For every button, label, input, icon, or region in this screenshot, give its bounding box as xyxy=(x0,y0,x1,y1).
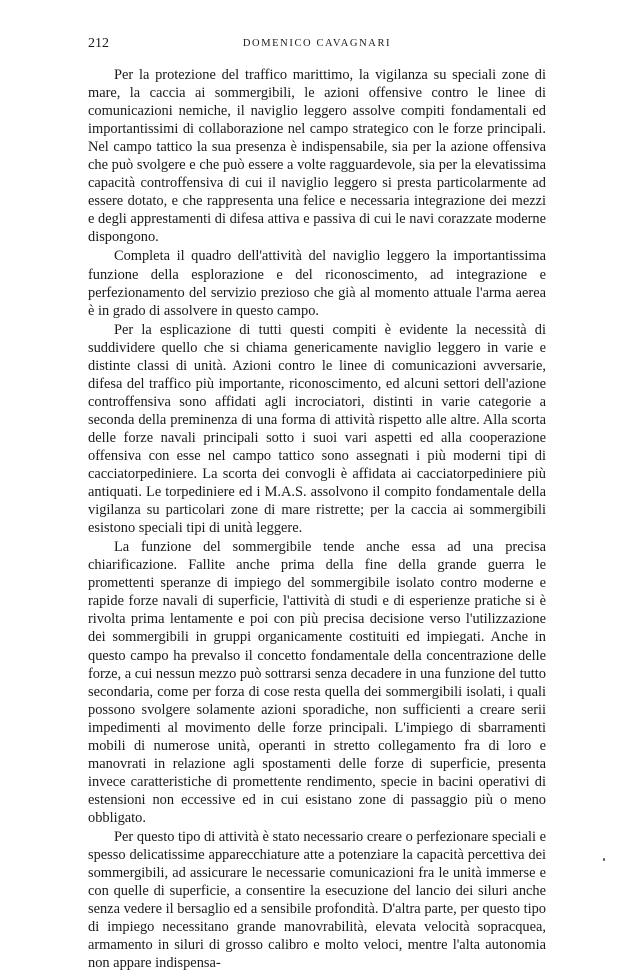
running-head xyxy=(88,36,546,54)
running-title: DOMENICO CAVAGNARI xyxy=(242,38,392,49)
paragraph: Per la esplicazione di tutti questi compiti è evidente la necessità di suddividere quello che si chiama genericamente naviglio leggero in varie e distinte classi di unità. Azioni contro le linee di comunicazioni avversarie, difesa del traffico più importante, riconoscimento, ed alcuni settori dell'azione controffensiva sono affidati agli incrociatori, distinti in varie categorie a seconda della preminenza di una forma di attività rispetto alle altre. Alla scorta delle forze navali principali sotto i suoi vari aspetti ed alla cooperazione offensiva con esse nel campo tattico sono assegnati i più moderni tipi di cacciatorpediniere. La scorta dei convogli è affidata ai cacciatorpediniere più antiquati. Le torpediniere ed i M.A.S. assolvono il compito fondamentale della vigilanza su particolari zone di mare ristrette; per la caccia ai sommergibili esistono speciali tipi di unità leggere. xyxy=(88,321,546,537)
page-number: 212 xyxy=(88,36,109,51)
book-page xyxy=(88,36,546,972)
body-text xyxy=(88,66,546,972)
paragraph: La funzione del sommergibile tende anche essa ad una precisa chiarificazione. Fallite anche prima della fine della grande guerra le promettenti speranze di impiego del sommergibile isolato contro moderne e rapide forze navali di superficie, l'attività di studi e di esperienze pratiche si è rivolta prima lentamente e poi con più precisa decisione verso l'utilizzazione dei sommergibili in gruppi organicamente costituiti ed impiegati. Anche in questo campo ha prevalso il concetto fondamentale della concentrazione delle forze, a cui nessun mezzo può sottrarsi senza decadere in una funzione del tutto secondaria, come per forza di cose resta quella dei sommergibili isolati, i quali possono svolgere solamente azioni sporadiche, non sufficienti a creare serii impedimenti al movimento delle forze principali. L'impiego di sbarramenti mobili di numerose unità, operanti in stretto collegamento fra di loro e manovrati in relazione agli spostamenti delle forze di superficie, presenta invece caratteristiche di promettente rendimento, specie in bacini operativi di estensioni non eccessive ed in cui esistano zone di passaggio più o meno obbligato. xyxy=(88,539,546,826)
paragraph: Completa il quadro dell'attività del naviglio leggero la importantissima funzione della esplorazione e del riconoscimento, ad integrazione e perfezionamento del servizio prezioso che già al momento attuale l'arma aerea è in grado di assolvere in questo campo. xyxy=(88,248,546,319)
paragraph: Per questo tipo di attività è stato necessario creare o perfezionare speciali e spesso delicatissime apparecchiature atte a potenziare la capacità percettiva dei sommergibili, ad assicurare le necessarie comunicazioni fra le unità immerse e con quelle di superficie, a consentire la esecuzione del lancio dei siluri anche senza vedere il bersaglio ed a sensibile profondità. D'altra parte, per questo tipo di impiego necessitano grande manovrabilità, elevata velocità sopracquea, armamento in siluri di grosso calibro e molto veloci, mentre l'alta autonomia non appare indispensa- xyxy=(88,828,546,972)
scan-speck xyxy=(603,858,605,861)
paragraph: Per la protezione del traffico marittimo, la vigilanza su speciali zone di mare, la caccia ai sommergibili, le azioni offensive contro le linee di comunicazioni nemiche, il naviglio leggero assolve compiti fondamentali ed importantissimi di collaborazione nel campo strategico con le forze principali. Nel campo tattico la sua presenza è indispensabile, sia per la azione offensiva che può svolgere e che può essere a volte ragguardevole, sia per la elevatissima capacità controffensiva di cui il naviglio leggero si presta particolarmente ad essere dotato, e che rappresenta una felice e necessaria integrazione dei mezzi e degli apprestamenti di difesa attiva e passiva di cui le navi corazzate moderne dispongono. xyxy=(88,67,546,246)
